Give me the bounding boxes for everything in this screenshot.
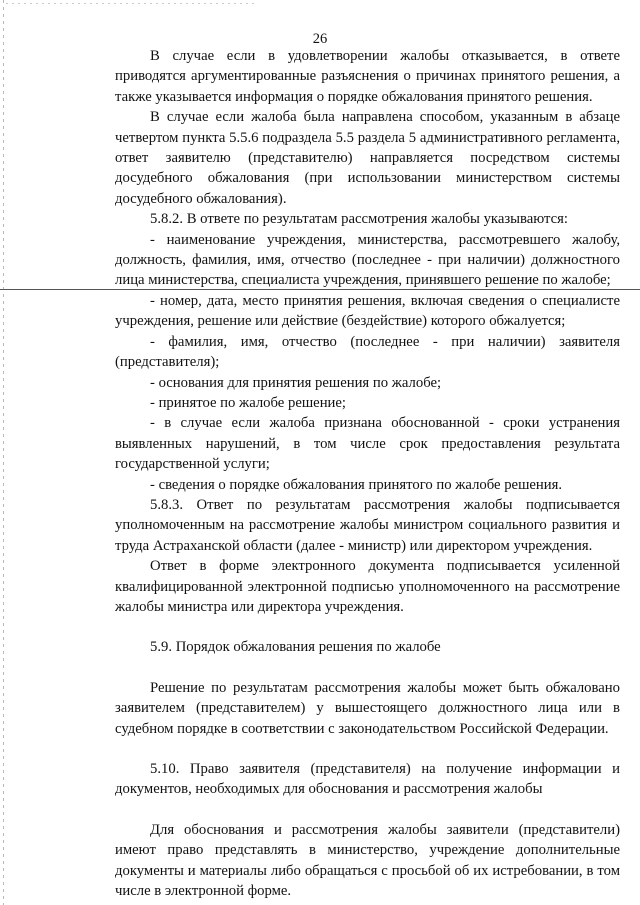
scan-top-edge [6, 3, 256, 4]
paragraph-additional-documents: Для обоснования и рассмотрения жалобы заявители (представители) имеют право представлять в министерство, учреждение дополнительные документы и материалы либо обращаться с просьбой об их истребовании, в том числе в электронной форме. [115, 821, 620, 900]
paragraph-refusal: В случае если в удовлетворении жалобы отказывается, в ответе приводятся аргументированные разъяснения о причинах принятого решения, а также указывается информация о порядке обжалования принятого решения. [115, 48, 620, 105]
section-heading-5-10: 5.10. Право заявителя (представителя) на получение информации и документов, необходимых для обоснования и рассмотрения жалобы [115, 761, 620, 798]
document-body [115, 46, 620, 901]
paragraph-electronic-signature: Ответ в форме электронного документа подписывается усиленной квалифицированной электронной подписью уполномоченного на рассмотрение жалобы министра или директора учреждения. [115, 558, 620, 615]
list-item-institution: - наименование учреждения, министерства, рассмотревшего жалобу, должность, фамилия, имя, отчество (последнее - при наличии) должностного лица министерства, специалиста учреждения, принявшего решение по жалобе; [115, 231, 620, 289]
section-heading-5-9: 5.9. Порядок обжалования решения по жалобе [150, 639, 441, 656]
paragraph-5-8-2: 5.8.2. В ответе по результатам рассмотрения жалобы указываются: [150, 211, 569, 228]
paragraph-appeal-decision: Решение по результатам рассмотрения жалобы может быть обжаловано заявителем (представителем) у вышестоящего должностного лица или в судебном порядке в соответствии с законодательством Российской Федерации. [115, 679, 620, 737]
scan-margin-line [3, 0, 4, 905]
list-item-appeal-info: - сведения о порядке обжалования принятого по жалобе решения. [150, 476, 563, 493]
list-item-grounds: - основания для принятия решения по жалобе; [150, 374, 442, 391]
list-item-applicant-name: - фамилия, имя, отчество (последнее - при наличии) заявителя (представителя); [115, 333, 620, 371]
list-item-decision-number: - номер, дата, место принятия решения, включая сведения о специалисте учреждения, решение или действие (бездействие) которого обжалуется; [115, 292, 620, 330]
list-item-violations: - в случае если жалоба признана обоснованной - сроки устранения выявленных нарушений, в том числе срок предоставления результата государственной услуги; [115, 415, 620, 473]
list-item-decision: - принятое по жалобе решение; [150, 394, 347, 411]
paragraph-pre-trial-system: В случае если жалоба была направлена способом, указанным в абзаце четвертом пункта 5.5.6 подраздела 5.5 раздела 5 административного регламента, ответ заявителю (представителю) направляется посредством системы досудебного обжалования (при использовании министерством системы досудебного обжалования). [115, 109, 620, 207]
paragraph-5-8-3: 5.8.3. Ответ по результатам рассмотрения жалобы подписывается уполномоченным на рассмотрение жалобы министром социального развития и труда Астраханской области (далее - министр) или директором учреждения. [115, 496, 620, 554]
page-number: 26 [312, 31, 328, 47]
